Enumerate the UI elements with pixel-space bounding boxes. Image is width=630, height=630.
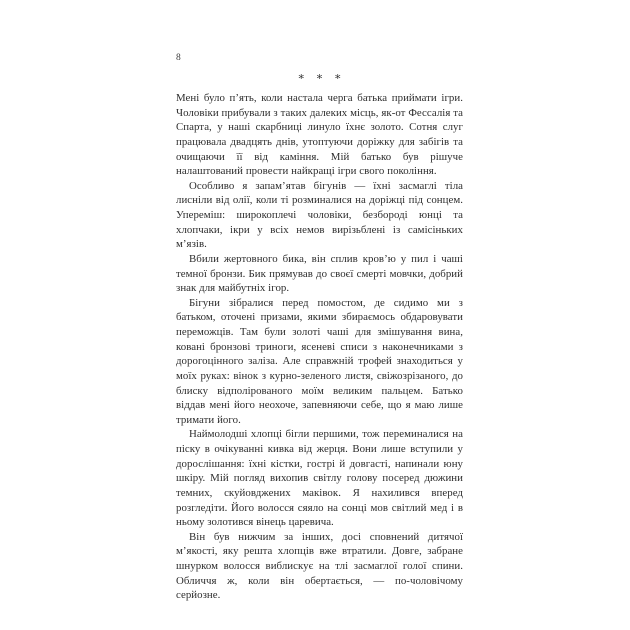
paragraph-4: Бігуни зібралися перед помостом, де сидимо ми з батьком, оточені призами, якими збираємось обдаровувати переможців. Там були золоті чаші для змішування вина, ковані бронзові триноги, ясеневі списи з наконечниками з дорогоцінного заліза. Але справжній трофей знаходиться у моїх руках: вінок з курно-зеленого листя, свіжозрізаного, до блиску відполірованого моїм великим пальцем. Батько віддав мені його неохоче, запевняючи себе, що я маю лише тримати його. xyxy=(176,296,463,426)
paragraph-2: Особливо я запам’ятав бігунів — їхні засмаглі тіла лисніли від олії, коли ті розминалися на доріжці під сонцем. Упереміш: широкоплечі чоловіки, безбороді юнці та хлопчаки, ікри у всіх немов вирізьблені із самісіньких м’язів. xyxy=(176,179,463,251)
section-divider-asterisks: ∗ ∗ ∗ xyxy=(297,71,346,83)
paragraph-5: Наймолодші хлопці бігли першими, тож переминалися на піску в очікуванні кивка від жерця. Вони лише вступили у дорослішання: їхні кістки, гострі й довгасті, напинали юну шкіру. Мій погляд вихопив світлу голову посеред дюжини темних, скуйовджених маківок. Я нахилився вперед розгледіти. Його волосся сяяло на сонці мов світлий мед і в ньому золотився вінець царевича. xyxy=(176,428,463,529)
paragraph-3: Вбили жертовного бика, він сплив кров’ю у пил і чаші темної бронзи. Бик прямував до своєї смерті мовчки, добрий знак для майбутніх ігор. xyxy=(176,252,463,295)
body-text-block xyxy=(176,70,463,603)
paragraph-6: Він був нижчим за інших, досі сповнений дитячої м’якості, яку решта хлопців вже втратили. Довге, забране шнурком волосся виблискує на тлі засмаглої голої спини. Обличчя ж, коли він обертається, — по-чоловічому серйозне. xyxy=(176,530,463,602)
page-number: 8 xyxy=(176,53,181,63)
paragraph-1: Мені було п’ять, коли настала черга батька приймати ігри. Чоловіки прибували з таких далеких місць, як-от Фессалія та Спарта, у наші скарбниці линуло їхнє золото. Сотня слуг працювала двадцять днів, утоптуючи доріжку для забігів та очищаючи її від каміння. Мій батько був рішуче налаштований провести найкращі ігри свого покоління. xyxy=(176,92,463,178)
